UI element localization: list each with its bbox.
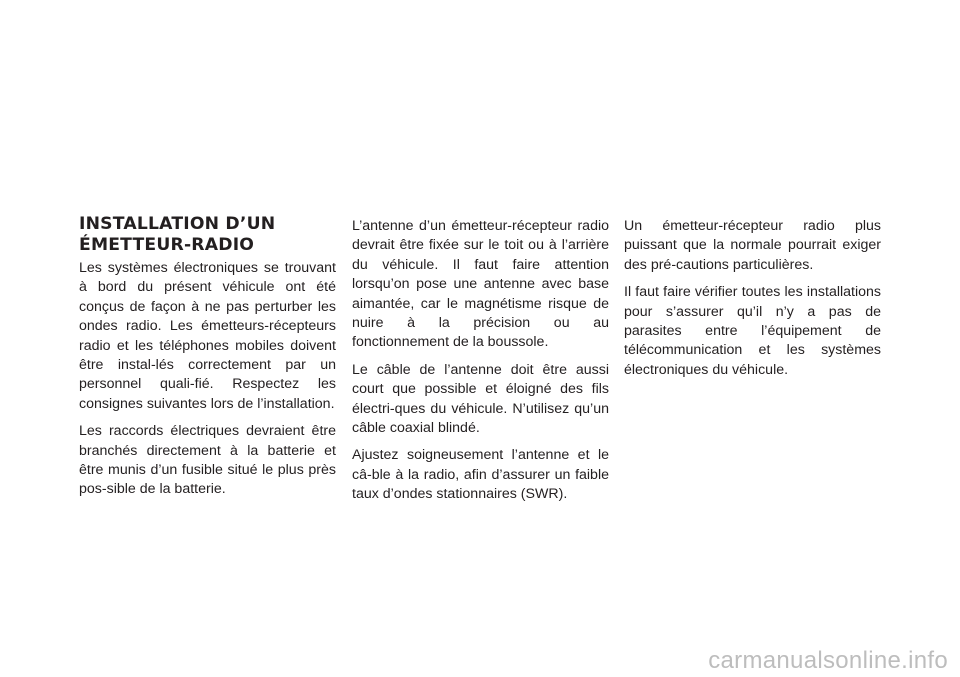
- heading-line-2: ÉMETTEUR-RADIO: [79, 235, 255, 255]
- section-heading: [79, 214, 336, 256]
- paragraph: Ajustez soigneusement l’antenne et le câ-ble à la radio, afin d’assurer un faible taux d’ondes stationnaires (SWR).: [352, 447, 609, 503]
- paragraph: Un émetteur-récepteur radio plus puissant que la normale pourrait exiger des pré-cautions particulières.: [624, 218, 881, 273]
- paragraph: Le câble de l’antenne doit être aussi court que possible et éloigné des fils électri-ques du véhicule. N’utilisez qu’un câble coaxial blindé.: [352, 361, 609, 437]
- paragraph: Les raccords électriques devraient être branchés directement à la batterie et être munis d’un fusible situé le plus près pos-sible de la batterie.: [79, 423, 336, 498]
- paragraph: Il faut faire vérifier toutes les installations pour s’assurer qu’il n’y a pas de parasites entre l’équipement de télécommunication et les systèmes électroniques du véhicule.: [624, 284, 881, 378]
- site-watermark: carmanualsonline.info: [708, 647, 948, 674]
- column-3: [624, 217, 881, 388]
- column-2: [352, 217, 609, 513]
- heading-line-1: INSTALLATION D’UN: [79, 214, 276, 234]
- paragraph: Les systèmes électroniques se trouvant à bord du présent véhicule ont été conçus de façon à ne pas perturber les ondes radio. Les émetteurs-récepteurs radio et les téléphones mobiles doivent être instal-lés correctement par un personnel quali-fié. Respectez les consignes suivantes lors de l’installation.: [79, 260, 336, 412]
- paragraph: L’antenne d’un émetteur-récepteur radio devrait être fixée sur le toit ou à l’arrière du véhicule. Il faut faire attention lorsqu’on pose une antenne avec base aimantée, car le magnétisme risque de nuire à la précision ou au fonctionnement de la boussole.: [352, 218, 609, 351]
- column-1: [79, 214, 336, 508]
